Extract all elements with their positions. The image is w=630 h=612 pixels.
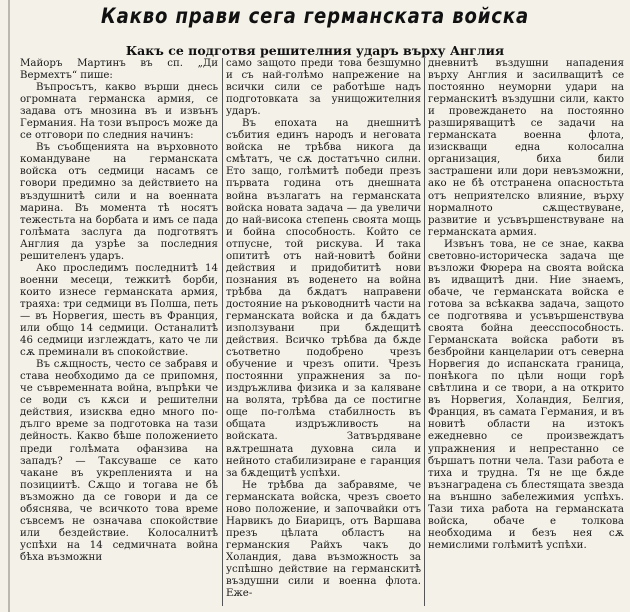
paragraph: само защото преди това безшумно и съ най-голѣмо напрежение на всички сили се работѣше надъ подготовката за унищожителния ударъ. <box>226 58 421 118</box>
article-column-1 <box>20 58 218 610</box>
paragraph: Въ епохата на днешнитѣ събития единъ народъ и неговата войска не трѣбва никога да смѣтатъ, че сѫ достатъчно силни. Ето защо, голѣмитѣ победи презъ първата година отъ днешната война възлагатъ на германската войска новата задача — да увеличи до най-висока степень своята мощь и бойна способность. Който се отпусне, той рискува. И така опититѣ отъ най-новитѣ бойни действия и придобититѣ нови познания въ воденето на война трѣбва да бѫдатъ направени достояние на ръководнитѣ части на германската войска и да бѫдатъ използувани при бѫдещитѣ действия. Всичко трѣбва да бѫде съответно подобрено чрезъ обучение и чрезъ опити. Чрезъ постоянни упражнения за по-издръжлива физика и за каляване на волята, трѣбва да се постигне още по-голѣма стабилность въ общата издръжливость на войската. Затвърдяване вѫтрешната духовна сила и нейното стабилизиране е гаранция за бѫдещитѣ успѣхи. <box>226 118 421 479</box>
article-column-2 <box>226 58 421 610</box>
paragraph: Ако проследимъ последнитѣ 14 военни месеци, тежкитѣ борби, които изнесе германската армия, траяха: три седмици въ Полша, петь — въ Норвегия, шесть въ Франция, или общо 14 седмици. Останалитѣ 46 седмици изглеждатъ, като че ли сѫ преминали въ спокойствие. <box>20 262 218 359</box>
paragraph: Не трѣбва да забравяме, че германската войска, чрезъ своето ново положение, и започвайки отъ Нарвикъ до Биарицъ, отъ Варшава презъ цѣлата областъ на германския Райхъ чакъ до Холандия, дава възможность за успѣшно действие на германскитѣ въздушни сили и военна флота. Еже- <box>226 479 421 600</box>
paragraph: Майоръ Мартинъ въ сп. „Ди Вермехтъ“ пише: <box>20 58 218 82</box>
column-divider <box>222 58 223 606</box>
column-divider <box>424 58 425 606</box>
paragraph: дневнитѣ въздушни нападения върху Англия и засилващитѣ се постоянно неуморни удари на германскитѣ въздушни сили, както и провеждането на постоянно разширяващитѣ се задачи на германската военна флота, изискващи една колосална организация, биха били застрашени или дори невъзможни, ако не бѣ отстранена опасностьта отъ неприятелско влияние, върху нормалното сѫществуване, развитие и усъвършенствуване на германската армия. <box>428 58 624 238</box>
article-column-3 <box>428 58 624 610</box>
article-subheadline: Какъ се подготвя решителния ударъ върху Англия <box>125 43 505 58</box>
page-edge <box>8 0 10 612</box>
paragraph: Извънъ това, не се знае, каква световно-историческа задача ще възложи Фюрера на своята войска въ идващитѣ дни. Ние знаемъ, обаче, че германската войска е готова за всѣкаква задача, защото се подготвява и усъвършенствува своята бойна деесспособность. Германската войска работи въ безбройни канцеларии отъ северна Норвегия до испанската граница, понѣкога по цѣли нощи горѣ свѣтлина и се твори, а на открито въ Норвегия, Холандия, Белгия, Франция, въ самата Германия, и въ новитѣ области на изтокъ ежедневно се произвеждатъ упражнения и непрестанно се бършатъ потни чела. Тази работа е тиха и трудна. Тя не ще бѫде възнаградена съ блестящата звезда на външно забележимия успѣхъ. Тази тиха работа на германската войска, обаче е толкова необходима и безъ нея сѫ немислими голѣмитѣ успѣхи. <box>428 238 624 551</box>
paragraph: Въпросътъ, какво върши днесь огромната германска армия, се задава отъ мнозина въ и извънъ Германия. На този въпросъ може да се отговори по следния начинъ: <box>20 82 218 142</box>
paragraph: Въ сѫщность, често се забравя и става необходимо да се припомня, че съвременната война, въпрѣки че се води съ кѫси и решителни действия, изисква едно много по-дълго време за подготовка на тази дейность. Какво бѣше положението преди голѣмата офанзива на западъ? — Таксуваше се като чакане въ укрепленията и на позициитѣ. Сѫщо и тогава не бѣ възможно да се говори и да се обяснява, че всичкото това време съвсемъ не означава спокойствие или бездействие. Колосалнитѣ успѣхи на 14 седмичната война бѣха възможни <box>20 359 218 563</box>
paragraph: Въ съобщенията на върховното командуване на германската войска отъ седмици насамъ се говори предимно за действието на въздушнитѣ сили и на военната марина. Въ момента тѣ носятъ тежестьта на борбата и имъ се пада голѣмата заслуга да подготвятъ Англия да узрѣе за последния решителенъ ударъ. <box>20 142 218 262</box>
article-headline: Какво прави сега германската войска <box>100 4 530 28</box>
